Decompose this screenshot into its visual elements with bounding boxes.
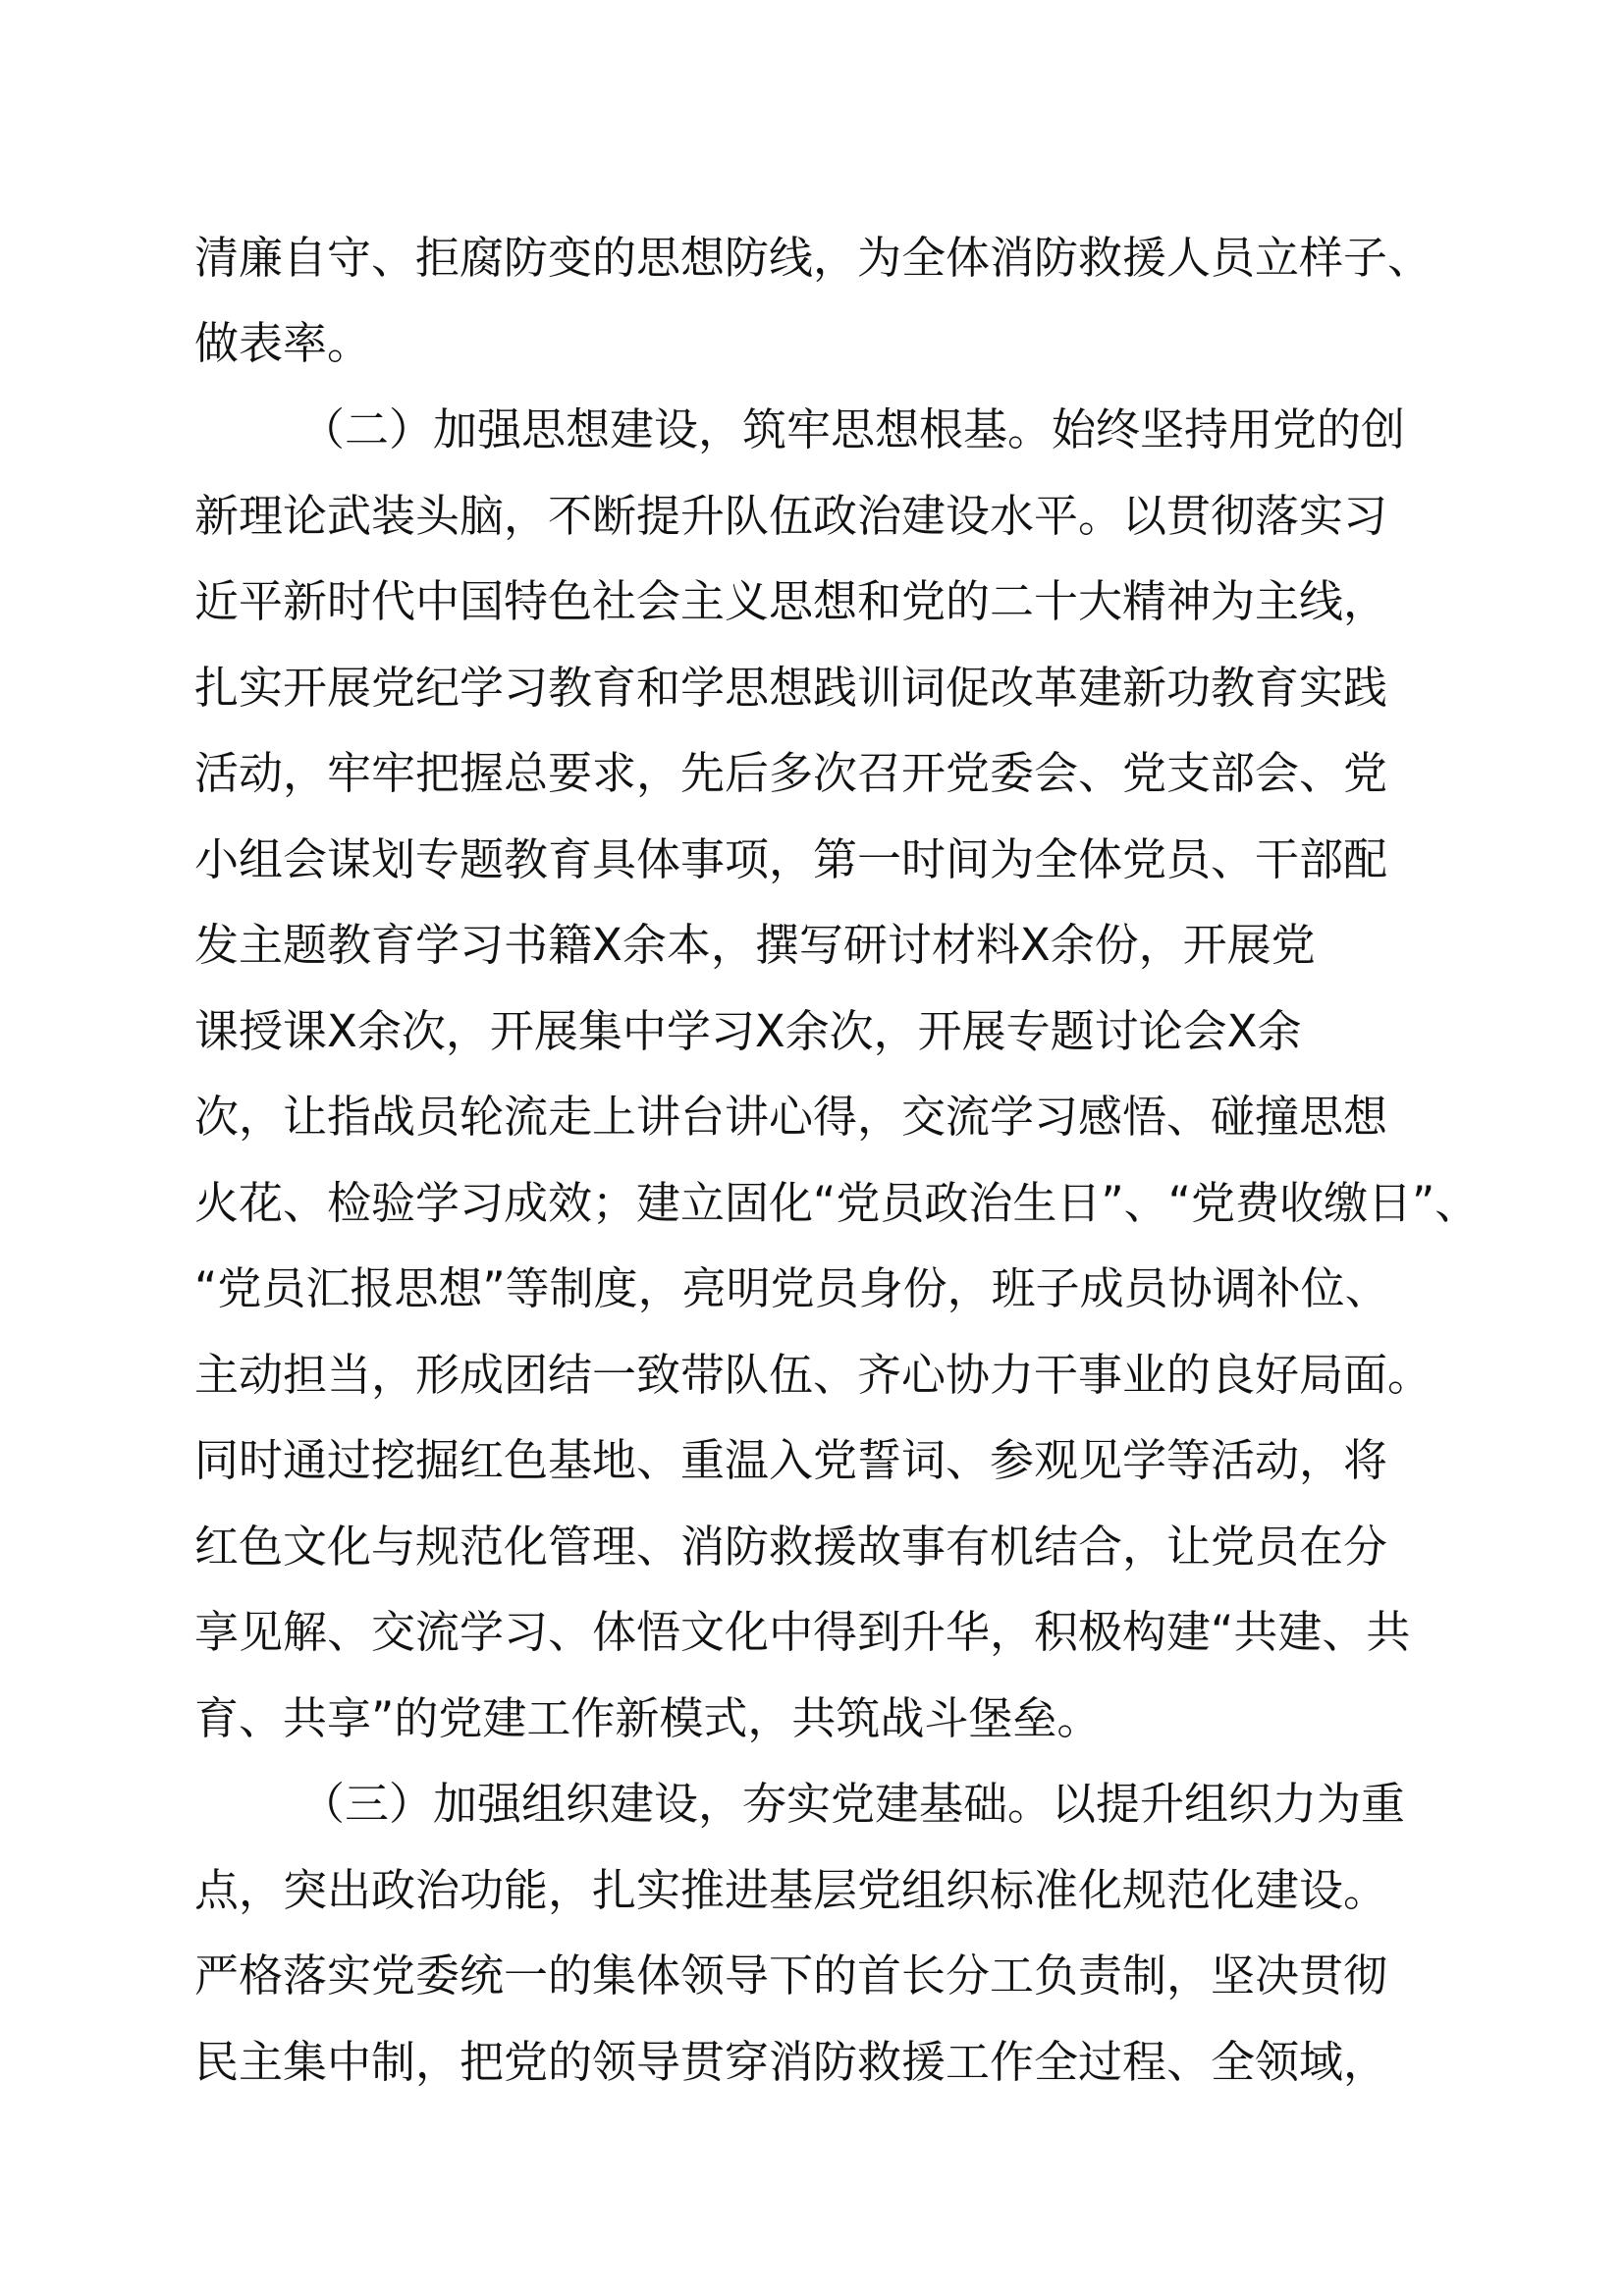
text-line: 新理论武装头脑，不断提升队伍政治建设水平。以贯彻落实习 [194,490,1388,542]
text-line: 次，让指战员轮流走上讲台讲心得，交流学习感悟、碰撞思想 [194,1091,1388,1143]
text-line: 同时通过挖掘红色基地、重温入党誓词、参观见学等活动，将 [194,1434,1388,1486]
text-line: 点，突出政治功能，扎实推进基层党组织标准化规范化建设。 [194,1864,1388,1916]
text-line: 活动，牢牢把握总要求，先后多次召开党委会、党支部会、党 [194,747,1388,799]
text-line: 做表率。 [194,317,372,369]
text-line: 主动担当，形成团结一致带队伍、齐心协力干事业的良好局面。 [194,1349,1433,1401]
text-line: 育、共享”的党建工作新模式，共筑战斗堡垒。 [194,1692,1102,1744]
text-line: 小组会谋划专题教育具体事项，第一时间为全体党员、干部配 [194,833,1388,885]
text-line: 民主集中制，把党的领导贯穿消防救援工作全过程、全领域， [194,2036,1388,2088]
text-line: 火花、检验学习成效；建立固化“党员政治生日”、“党费收缴日”、 [194,1177,1480,1229]
text-line: 扎实开展党纪学习教育和学思想践训词促改革建新功教育实践 [194,662,1388,714]
text-line: 享见解、交流学习、体悟文化中得到升华，积极构建“共建、共 [194,1606,1411,1658]
text-line: 严格落实党委统一的集体领导下的首长分工负责制，坚决贯彻 [194,1949,1388,2002]
paragraph-heading-line: （三）加强组织建设，夯实党建基础。以提升组织力为重 [300,1778,1406,1830]
text-line: 发主题教育学习书籍X余本，撰写研讨材料X余份，开展党 [194,919,1316,971]
text-line: “党员汇报思想”等制度，亮明党员身份，班子成员协调补位、 [194,1262,1389,1314]
text-line: 课授课X余次，开展集中学习X余次，开展专题讨论会X余 [194,1005,1302,1057]
paragraph-heading-line: （二）加强思想建设，筑牢思想根基。始终坚持用党的创 [300,403,1406,455]
text-line: 红色文化与规范化管理、消防救援故事有机结合，让党员在分 [194,1521,1388,1573]
text-line: 近平新时代中国特色社会主义思想和党的二十大精神为主线， [194,575,1388,627]
text-line: 清廉自守、拒腐防变的思想防线，为全体消防救援人员立样子、 [194,232,1433,284]
